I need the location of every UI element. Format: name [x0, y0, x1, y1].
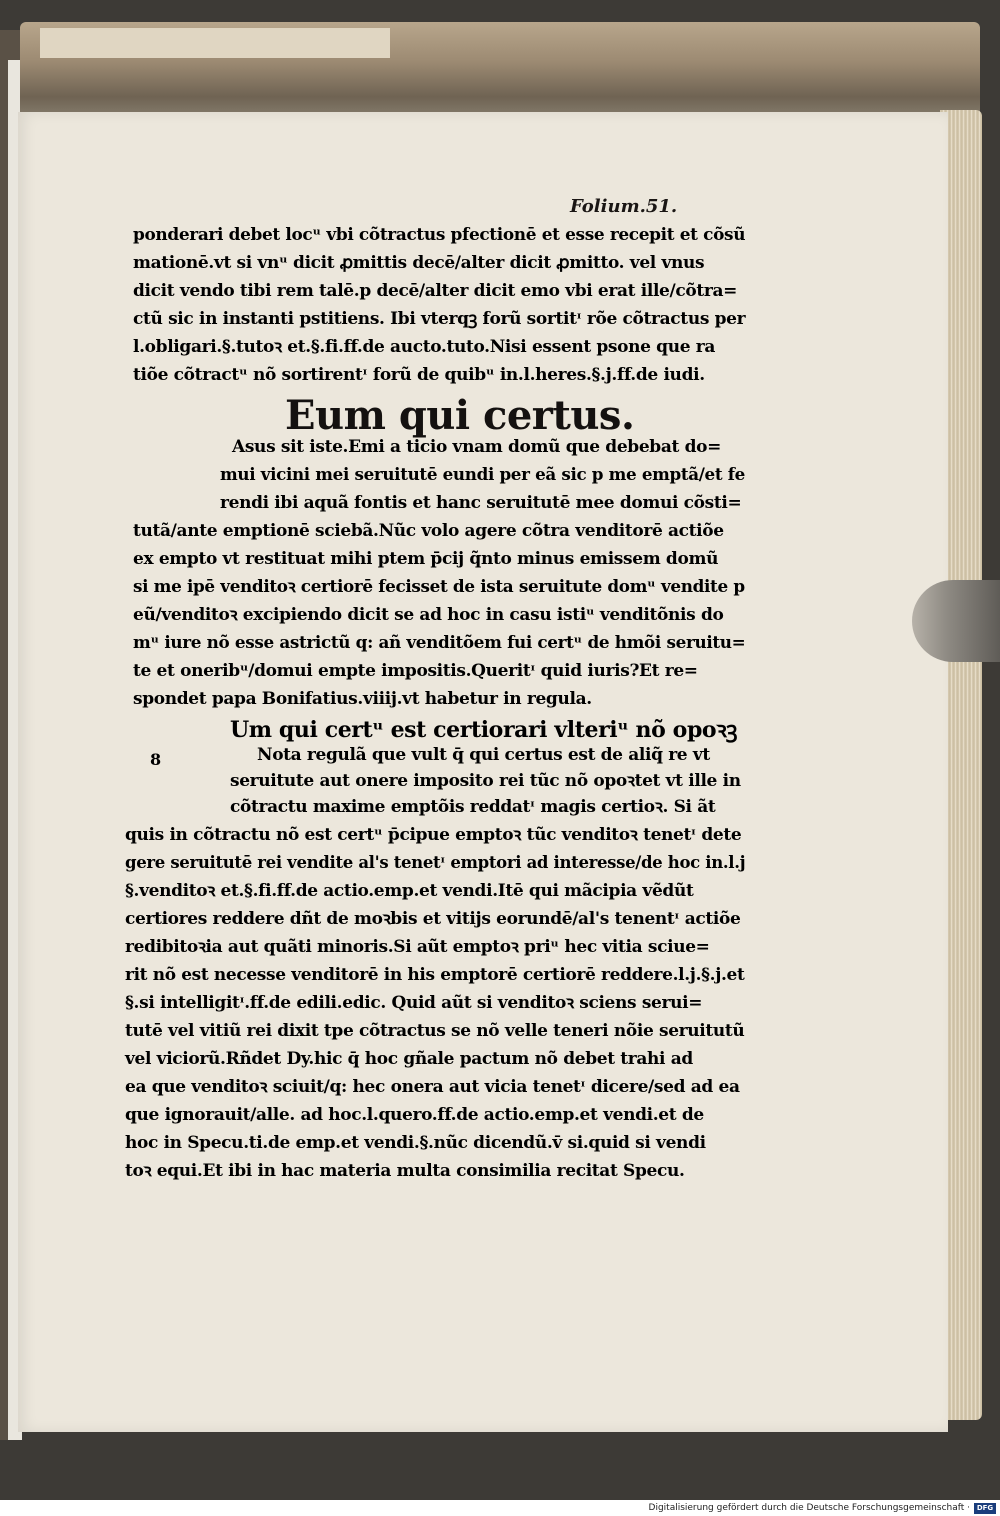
text-line: dicit vendo tibi rem talē.p decē/alter dicit emo vbi erat ille/cõtra=	[133, 281, 738, 301]
text-line: §.si intelligitᶦ.ff.de edili.edic. Quid aũt si venditoꝛ sciens serui=	[125, 993, 703, 1013]
bookmark-ribbon-icon	[912, 580, 1000, 662]
footer-credit: Digitalisierung gefördert durch die Deutsche Forschungsgemeinschaft ·	[648, 1503, 970, 1513]
text-line: quis in cõtractu nõ est certᵘ p̄cipue emptoꝛ tũc venditoꝛ tenetᶦ dete	[125, 825, 742, 845]
text-line: vel viciorũ.Rñdet Dy.hic q̄ hoc gñale pactum nõ debet trahi ad	[125, 1049, 693, 1069]
text-line: Asus sit iste.Emi a ticio vnam domũ que debebat do=	[232, 437, 721, 457]
text-line: eũ/venditoꝛ excipiendo dicit se ad hoc in casu istiᵘ venditõnis do	[133, 605, 724, 625]
text-line: spondet papa Bonifatius.viiij.vt habetur in regula.	[133, 689, 592, 709]
margin-marker: 8	[150, 750, 162, 769]
text-line: seruitute aut onere imposito rei tũc nõ opoꝛtet vt ille in	[230, 771, 741, 791]
text-line: Nota regulã que vult q̄ qui certus est de aliq̃ re vt	[257, 745, 710, 765]
text-line: hoc in Specu.ti.de emp.et vendi.§.nũc dicendũ.v̄ si.quid si vendi	[125, 1133, 706, 1153]
section-heading: Eum qui certus.	[285, 392, 635, 439]
book-block-top-paper	[40, 28, 390, 58]
text-line: certiores reddere dñt de moꝛbis et vitijs eorundē/al's tenentᶦ actiõe	[125, 909, 741, 929]
text-line: rendi ibi aquã fontis et hanc seruitutē mee domui cõsti=	[220, 493, 742, 513]
text-line: ex empto vt restituat mihi ptem p̄cij q̃nto minus emissem domũ	[133, 549, 719, 569]
footer-bar	[0, 1500, 1000, 1516]
text-line: ponderari debet locᵘ vbi cõtractus pfectionē et esse recepit et cõsũ	[133, 225, 746, 245]
text-line: mationē.vt si vnᵘ dicit ꝓmittis decē/alter dicit ꝓmitto. vel vnus	[133, 253, 705, 273]
text-line: si me ipē venditoꝛ certiorē fecisset de ista seruitute domᵘ vendite p	[133, 577, 745, 597]
text-line: l.obligari.§.tutoꝛ et.§.fi.ff.de aucto.tuto.Nisi essent psone que ra	[133, 337, 716, 357]
text-line: redibitoꝛia aut quãti minoris.Si aũt emptoꝛ priᵘ hec vitia sciue=	[125, 937, 710, 957]
text-line: rit nõ est necesse venditorē in his emptorē certiorē reddere.l.j.§.j.et	[125, 965, 745, 985]
text-line: mui vicini mei seruitutē eundi per eã sic p me emptã/et fe	[220, 465, 745, 485]
text-line: tutã/ante emptionē sciebã.Nũc volo agere cõtra venditorē actiõe	[133, 521, 724, 541]
text-line: tiõe cõtractᵘ nõ sortirentᶦ forũ de quibᵘ in.l.heres.§.j.ff.de iudi.	[133, 365, 705, 385]
text-line: ctũ sic in instanti pstitiens. Ibi vterqꝫ forũ sortitᶦ rõe cõtractus per	[133, 309, 746, 329]
dfg-logo-icon: DFG	[974, 1503, 996, 1514]
text-line: §.venditoꝛ et.§.fi.ff.de actio.emp.et vendi.Itē qui mãcipia vẽdũt	[125, 881, 694, 901]
text-line: mᵘ iure nõ esse astrictũ q: añ venditõem fui certᵘ de hmõi seruitu=	[133, 633, 746, 653]
text-line: ea que venditoꝛ sciuit/q: hec onera aut vicia tenetᶦ dicere/sed ad ea	[125, 1077, 740, 1097]
sub-heading: Um qui certᵘ est certiorari vlteriᵘ nõ opoꝛꝫ	[230, 717, 738, 743]
text-line: te et oneribᵘ/domui empte impositis.Queritᶦ quid iuris?Et re=	[133, 661, 698, 681]
text-line: cõtractu maxime emptõis reddatᶦ magis certioꝛ. Si ãt	[230, 797, 716, 817]
text-line: que ignorauit/alle. ad hoc.l.quero.ff.de actio.emp.et vendi.et de	[125, 1105, 704, 1125]
text-line: gere seruitutē rei vendite al's tenetᶦ emptori ad interesse/de hoc in.l.j	[125, 853, 746, 873]
text-line: tutē vel vitiũ rei dixit tpe cõtractus se nõ velle teneri nõie seruitutũ	[125, 1021, 745, 1041]
text-line: toꝛ equi.Et ibi in hac materia multa consimilia recitat Specu.	[125, 1161, 685, 1181]
folio-number: Folium.51.	[570, 196, 678, 217]
